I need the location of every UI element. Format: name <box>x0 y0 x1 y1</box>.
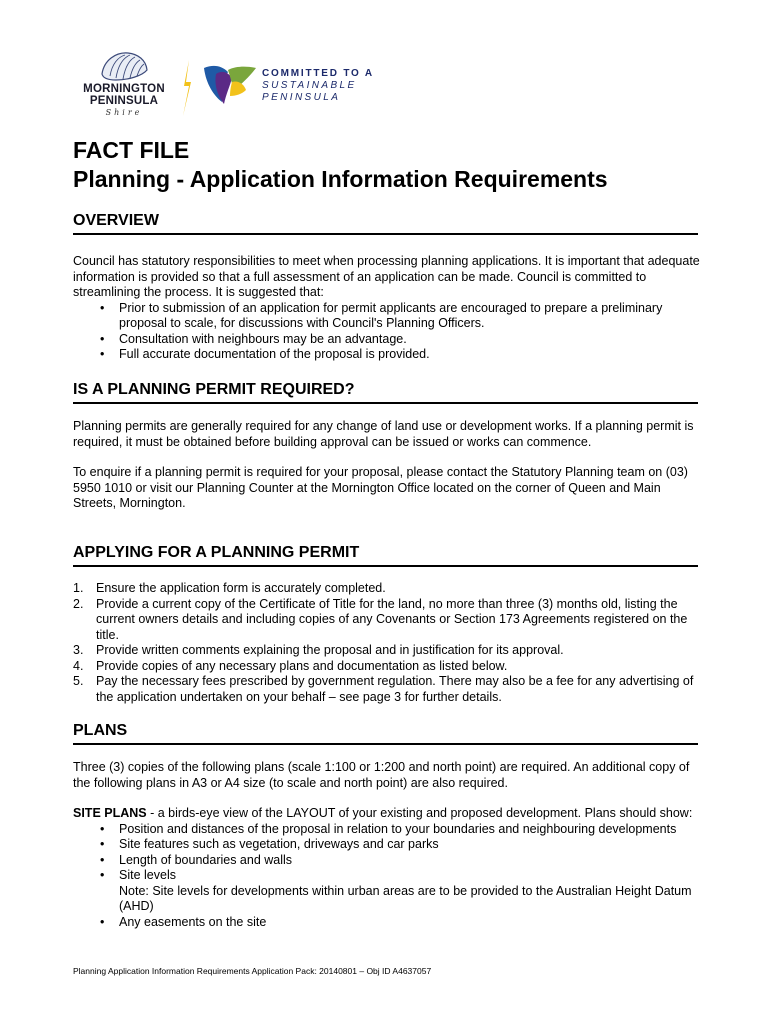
section-heading-plans: PLANS <box>73 721 698 745</box>
sustainable-peninsula-logo-text <box>262 68 374 104</box>
logo-text-peninsula-right: PENINSULA <box>262 92 341 103</box>
step-text: Ensure the application form is accurately completed. <box>96 581 386 595</box>
list-item: • Position and distances of the proposal in relation to your boundaries and neighbouring developments <box>73 822 703 838</box>
site-plans-label: SITE PLANS <box>73 806 147 820</box>
step-number: 1. <box>73 581 84 595</box>
site-levels-text: Site levels <box>119 868 176 882</box>
logo-text-shire: Shire <box>105 108 143 117</box>
logo-text-committed: COMMITTED TO A <box>262 68 374 79</box>
step-number: 5. <box>73 674 84 688</box>
step-number: 4. <box>73 658 84 673</box>
permit-required-paragraph-1: Planning permits are generally required for any change of land use or development works. If a planning permit is required, it must be obtained before building approval can be issued or works can commence. <box>73 419 694 449</box>
step-text: Provide a current copy of the Certificate of Title for the land, no more than three (3) months old, listing the current owners details and including copies of any Covenants or Section 173 Agreements registered on the title. <box>96 596 688 642</box>
list-item: • Any easements on the site <box>73 915 703 931</box>
mornington-peninsula-shire-logo <box>70 50 178 120</box>
list-item: • Prior to submission of an application for permit applicants are encouraged to prepare a preliminary proposal to scale, for discussions with Council's Planning Officers. <box>73 301 703 332</box>
section-heading-overview: OVERVIEW <box>73 211 698 235</box>
shell-icon <box>98 50 150 84</box>
list-item <box>73 674 703 705</box>
applying-section <box>73 581 703 705</box>
list-item <box>73 659 703 675</box>
site-levels-note: Note: Site levels for developments within urban areas are to be provided to the Australian Height Datum (AHD) <box>119 883 692 913</box>
list-item <box>73 581 703 597</box>
logo-text-mornington: MORNINGTON <box>83 83 165 95</box>
overview-bullet-list <box>73 301 703 363</box>
section-heading-permit-required: IS A PLANNING PERMIT REQUIRED? <box>73 380 698 404</box>
logo-text-sustainable: SUSTAINABLE <box>262 80 357 91</box>
list-item <box>73 597 703 644</box>
page-footer: Planning Application Information Requirements Application Pack: 20140801 – Obj ID A4637057 <box>73 966 432 976</box>
permit-required-section <box>73 419 703 512</box>
overview-section <box>73 254 703 363</box>
list-item: • Consultation with neighbours may be an advantage. <box>73 332 703 348</box>
logo-text-peninsula: PENINSULA <box>89 95 159 107</box>
step-text: Provide written comments explaining the proposal and in justification for its approval. <box>96 643 564 657</box>
list-item: • Length of boundaries and walls <box>73 853 703 869</box>
step-text: Provide copies of any necessary plans and documentation as listed below. <box>96 658 508 673</box>
plans-intro-paragraph: Three (3) copies of the following plans (scale 1:100 or 1:200 and north point) are required. An additional copy of the following plans in A3 or A4 size (to scale and north point) are also required. <box>73 760 690 790</box>
list-item <box>73 868 703 915</box>
page-title-main: Planning - Application Information Requirements <box>73 166 608 192</box>
permit-required-paragraph-2: To enquire if a planning permit is required for your proposal, please contact the Statutory Planning team on (03) 5950 1010 or visit our Planning Counter at the Mornington Office located on the corner of Queen and Main Streets, Mornington. <box>73 465 688 510</box>
applying-steps-list <box>73 581 703 705</box>
site-plans-text: - a birds-eye view of the LAYOUT of your existing and proposed development. Plans should show: <box>146 806 693 820</box>
list-item: • Full accurate documentation of the proposal is provided. <box>73 347 703 363</box>
site-plans-paragraph <box>73 806 703 822</box>
section-heading-applying: APPLYING FOR A PLANNING PERMIT <box>73 543 698 567</box>
list-item <box>73 643 703 659</box>
plans-section <box>73 760 703 930</box>
page-title-fact-file: FACT FILE <box>73 137 190 163</box>
sustainable-peninsula-emblem-icon <box>202 62 258 106</box>
list-item: • Site features such as vegetation, driveways and car parks <box>73 837 703 853</box>
overview-paragraph: Council has statutory responsibilities to meet when processing planning applications. It is important that adequate information is provided so that a full assessment of an application can be made. Council is committed to streamlining the process. It is suggested that: <box>73 254 700 299</box>
site-plans-bullet-list <box>73 822 703 931</box>
lightning-divider-icon <box>180 60 194 116</box>
step-number: 3. <box>73 643 84 657</box>
step-number: 2. <box>73 596 84 611</box>
step-text: Pay the necessary fees prescribed by government regulation. There may also be a fee for any advertising of the application undertaken on your behalf – see page 3 for further details. <box>96 674 694 704</box>
